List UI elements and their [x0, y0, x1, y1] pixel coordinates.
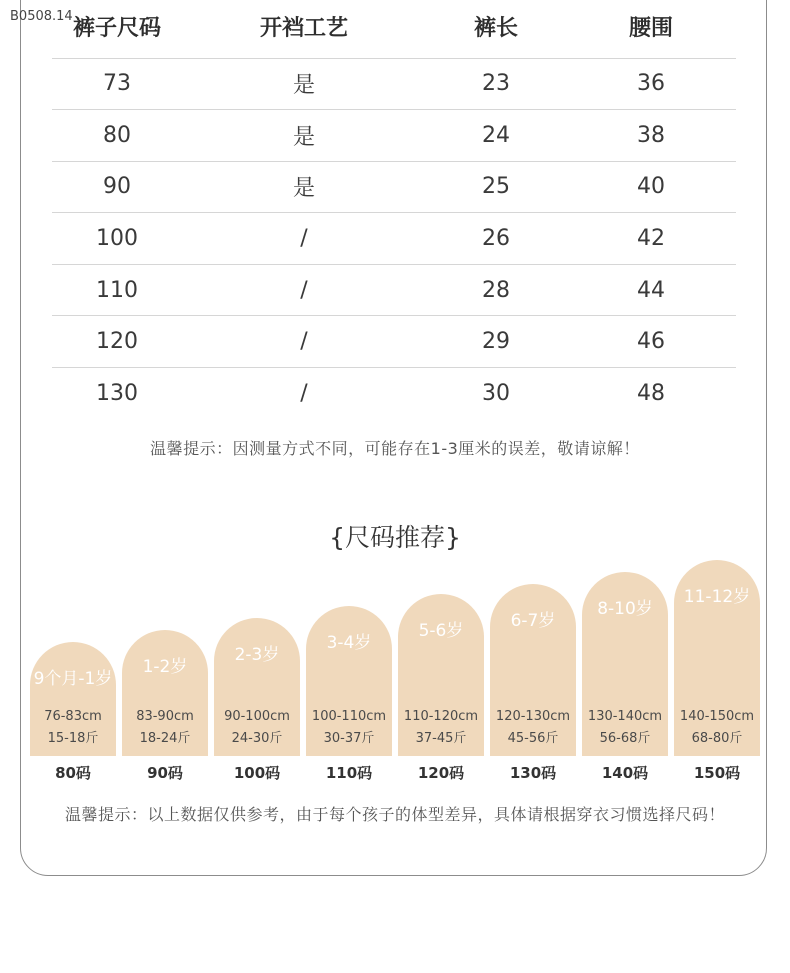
arch-weight-range: 18-24斤 [139, 731, 191, 746]
product-code: B0508.14 [10, 9, 73, 24]
header-waist: 腰围 [628, 15, 673, 41]
arch-weight-range: 68-80斤 [691, 731, 743, 746]
size-arch-100 [214, 618, 300, 756]
cell-open-crotch: / [182, 368, 426, 419]
cell-open-crotch: / [182, 213, 426, 265]
arch-age: 8-10岁 [597, 599, 653, 619]
size-label-130: 130码 [509, 764, 557, 782]
size-label-100: 100码 [233, 764, 281, 782]
cell-waist: 46 [566, 316, 736, 368]
arch-age: 5-6岁 [418, 621, 464, 641]
size-label-120: 120码 [417, 764, 465, 782]
table-row [52, 58, 736, 110]
arch-age: 3-4岁 [326, 633, 372, 653]
size-arch-140 [582, 572, 668, 756]
cell-length: 30 [426, 368, 566, 419]
arch-height-range: 100-110cm [311, 709, 387, 724]
cell-length: 26 [426, 213, 566, 265]
size-arch-150 [674, 560, 760, 756]
cell-size: 73 [52, 58, 182, 110]
cell-size: 90 [52, 161, 182, 213]
cell-length: 29 [426, 316, 566, 368]
size-label-90: 90码 [147, 764, 183, 782]
cell-open-crotch: / [182, 316, 426, 368]
size-arch-120 [398, 594, 484, 756]
table-row [52, 213, 736, 265]
arch-weight-range: 45-56斤 [507, 731, 559, 746]
cell-waist: 44 [566, 264, 736, 316]
size-arch-90 [122, 630, 208, 756]
table-row [52, 264, 736, 316]
arch-weight-range: 56-68斤 [599, 731, 651, 746]
cell-size: 130 [52, 368, 182, 419]
table-row [52, 161, 736, 213]
cell-waist: 40 [566, 161, 736, 213]
cell-length: 25 [426, 161, 566, 213]
arch-age: 11-12岁 [683, 587, 751, 607]
arch-age: 9个月-1岁 [33, 669, 113, 689]
size-label-110: 110码 [325, 764, 373, 782]
arch-height-range: 130-140cm [587, 709, 663, 724]
cell-waist: 42 [566, 213, 736, 265]
cell-open-crotch: 是 [182, 161, 426, 213]
arch-height-range: 90-100cm [224, 709, 290, 724]
arch-weight-range: 15-18斤 [47, 731, 99, 746]
arch-height-range: 110-120cm [403, 709, 479, 724]
cell-waist: 48 [566, 368, 736, 419]
size-arch-110 [306, 606, 392, 756]
arch-height-range: 76-83cm [44, 709, 102, 724]
size-table [52, 0, 736, 419]
cell-waist: 38 [566, 110, 736, 162]
table-header-row [52, 0, 736, 58]
cell-size: 110 [52, 264, 182, 316]
size-arch-80 [30, 642, 116, 756]
arch-age: 6-7岁 [510, 611, 556, 631]
table-row [52, 368, 736, 419]
size-label-140: 140码 [601, 764, 649, 782]
cell-size: 120 [52, 316, 182, 368]
cell-length: 24 [426, 110, 566, 162]
arch-weight-range: 37-45斤 [415, 731, 467, 746]
arch-age: 2-3岁 [234, 645, 280, 665]
size-label-80: 80码 [55, 764, 91, 782]
header-size: 裤子尺码 [72, 15, 161, 41]
arch-height-range: 83-90cm [136, 709, 194, 724]
header-length: 裤长 [473, 15, 518, 41]
table-row [52, 316, 736, 368]
size-label-150: 150码 [693, 764, 741, 782]
measurement-tip: 温馨提示：因测量方式不同，可能存在1-3厘米的误差，敬请谅解！ [150, 439, 640, 458]
arch-weight-range: 24-30斤 [231, 731, 283, 746]
arch-weight-range: 30-37斤 [323, 731, 375, 746]
cell-size: 80 [52, 110, 182, 162]
recommend-title: {尺码推荐} [329, 523, 461, 552]
arch-age: 1-2岁 [142, 657, 188, 677]
header-open-crotch: 开裆工艺 [259, 15, 348, 41]
cell-length: 28 [426, 264, 566, 316]
table-row [52, 110, 736, 162]
cell-size: 100 [52, 213, 182, 265]
arch-height-range: 140-150cm [679, 709, 755, 724]
cell-open-crotch: 是 [182, 58, 426, 110]
cell-open-crotch: / [182, 264, 426, 316]
cell-length: 23 [426, 58, 566, 110]
cell-waist: 36 [566, 58, 736, 110]
recommendation-tip: 温馨提示：以上数据仅供参考，由于每个孩子的体型差异，具体请根据穿衣习惯选择尺码！ [64, 805, 725, 824]
cell-open-crotch: 是 [182, 110, 426, 162]
arch-height-range: 120-130cm [495, 709, 571, 724]
size-arch-130 [490, 584, 576, 756]
